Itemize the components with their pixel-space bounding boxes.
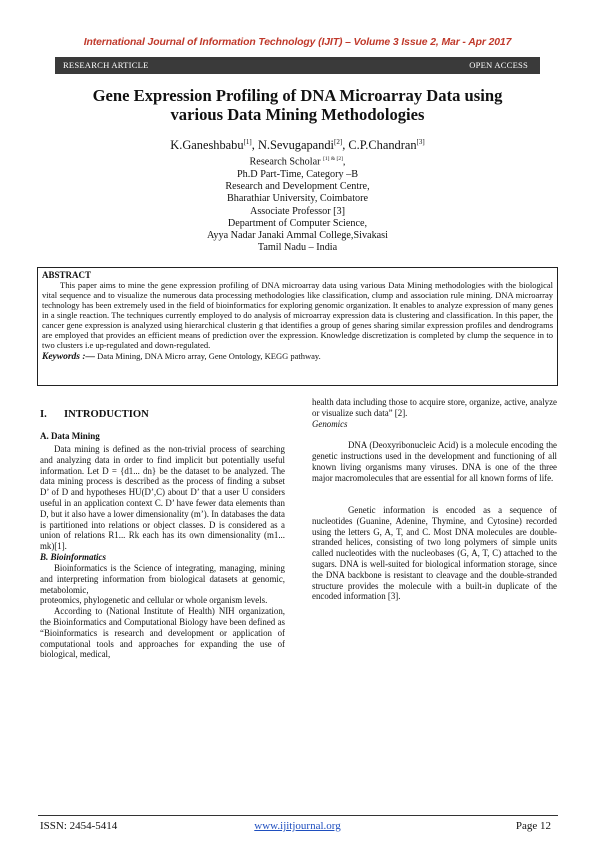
left-column [40, 397, 285, 660]
paper-title [40, 86, 555, 124]
footer-journal-link[interactable]: www.ijitjournal.org [254, 820, 341, 832]
paragraph-bioinformatics-1-cont: proteomics, phylogenetic and cellular or whole organism levels. [40, 595, 268, 606]
affiliation-line [40, 153, 555, 169]
article-type-bar [55, 57, 540, 74]
author-list [40, 135, 555, 152]
paragraph-bioinformatics-2: According to (National Institute of Health) NIH organization, the Bioinformatics and Computational Biology have been defined as “Bioinformatics is research and development or application of computational tools and approaches for expanding the use of biological, medical, [40, 606, 285, 660]
keywords-label: Keywords :— [42, 352, 96, 362]
affiliation-line: Ayya Nadar Janaki Ammal College,Sivakasi [207, 230, 388, 242]
article-type-label: RESEARCH ARTICLE [63, 60, 149, 70]
author-separator: , [342, 138, 349, 153]
affiliation-ref: [1] & [2] [323, 156, 343, 162]
abstract-body: This paper aims to mine the gene expression profiling of DNA microarray data using various Data Mining methodologies with the biological vital sequence and to visualize the numerous data processing methodologies like classification, clump and association rule mining. DNA microarray technology has been extremely used in the field of bioinformatics for exploring genomic organization. It enables to analyze expression of many genes in a single reaction. The techniques currently employed to do analysis of microarray expression data is clustering and classification. In this paper, the cancer gene expression is analyzed using hierarchical clusterin g that identifies a group of genes sharing similar expression profiles and dendrograms are employed that provides an efficient means of prediction over the expression. Knowledge discretization is completed by clump the sequence in to two clusters i.e up-regulated and down-regulated. [42, 280, 553, 350]
author-name: N.Sevugapandi [257, 138, 335, 153]
affiliation-tail: , [342, 156, 346, 168]
footer-divider [38, 815, 558, 816]
affiliation-line: Ph.D Part-Time, Category –B [236, 168, 359, 180]
paragraph-continuation: health data including those to acquire store, organize, active, analyze or visualize such data” [2]. [312, 397, 557, 418]
footer-page-number: Page 12 [515, 820, 551, 832]
author-name: C.P.Chandran [348, 138, 417, 153]
subsection-heading-bioinformatics: B. Bioinformatics [40, 551, 107, 562]
affiliation-line: Tamil Nadu – India [257, 242, 338, 254]
affiliation-role: Research Scholar [249, 156, 321, 168]
paper-title-line-1: Gene Expression Profiling of DNA Microarray Data using [92, 86, 503, 105]
affiliation-line: Bharathiar University, Coimbatore [226, 193, 369, 205]
paragraph-genetic-information: Genetic information is encoded as a sequence of nucleotides (Guanine, Adenine, Thymine, and Cytosine) recorded using the letters G, A, T, and C. Most DNA molecules are double-stranded helices, consisting of two long polymers of simple units called nucleotides with the nucleobases (G, A, T, C) attached to the sugars. DNA is well-suited for biological information storage, since the DNA backbone is resistant to cleavage and the double-stranded structure provides the molecule with a built-in duplicate of the encoded information [3]. [312, 504, 557, 602]
journal-header: International Journal of Information Technology (IJIT) – Volume 3 Issue 2, Mar - Apr 2017 [83, 37, 512, 48]
right-column [312, 397, 557, 602]
abstract-heading: ABSTRACT [42, 270, 92, 280]
keywords-line [42, 351, 553, 362]
subsection-heading-data-mining: A. Data Mining [40, 431, 100, 441]
abstract-box [37, 267, 558, 386]
keywords-text: Data Mining, DNA Micro array, Gene Ontology, KEGG pathway. [95, 351, 321, 361]
footer-issn: ISSN: 2454-5414 [40, 820, 118, 832]
section-heading-introduction [40, 409, 285, 421]
author-ref: [1] [243, 138, 252, 146]
paragraph-dna: DNA (Deoxyribonucleic Acid) is a molecule encoding the genetic instructions used in the development and functioning of all known living organisms many viruses. DNA is one of the three major macromolecules that are essential for all known forms of life. [312, 440, 557, 483]
section-number: I. [40, 409, 47, 420]
subsection-heading-genomics: Genomics [312, 418, 348, 429]
affiliation-line: Research and Development Centre, [225, 180, 370, 192]
section-title: INTRODUCTION [64, 409, 149, 420]
author-ref: [2] [334, 138, 343, 146]
affiliation-line: Department of Computer Science, [227, 217, 368, 229]
paragraph-bioinformatics-1: Bioinformatics is the Science of integrating, managing, mining and interpreting information from biological datasets at genomic, metabolomic, [40, 562, 285, 595]
author-separator: , [251, 138, 258, 153]
affiliation-block [40, 153, 555, 255]
affiliation-line: Associate Professor [3] [249, 205, 346, 217]
paragraph-data-mining: Data mining is defined as the non-trivial process of searching and analyzing data in order to find implicit but potentially useful information. Let D = {d1... dn} be the dataset to be analyzed. The data mining process is described as the process of finding a subset D’ of D and hypotheses HU(D’,C) about D’ that a user U considers useful in an application context C. D’ have fewer data elements than D, but it also have a lower dimensionality (m’). In databases the data is partitioned into relations or object classes. D is considered as a union of relations R1... Rk each has its own dimensionality (m1... mk)[1]. [40, 444, 285, 552]
author-ref: [3] [416, 138, 425, 146]
open-access-label: OPEN ACCESS [469, 60, 528, 70]
paper-title-line-2: various Data Mining Methodologies [170, 105, 425, 124]
author-name: K.Ganeshbabu [170, 138, 244, 153]
